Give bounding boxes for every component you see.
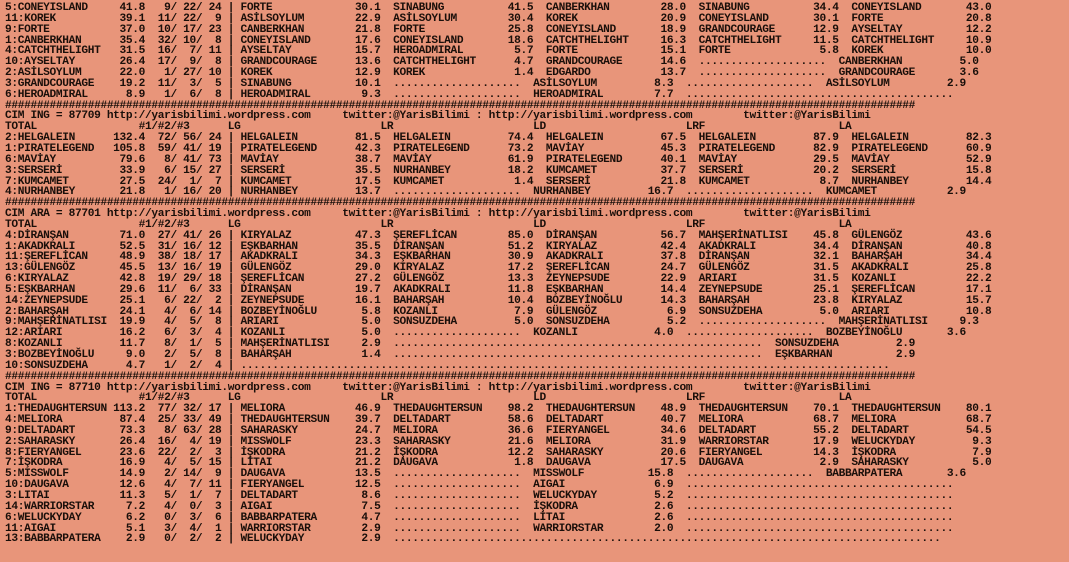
data-row: 12:ARIARI 16.2 6/ 3/ 4 | KOZANLI 5.0 .................... KOZANLI 4.0 .................... BOZBEYİNOĞLU 3.6: [5, 327, 966, 340]
data-row: 4:DİRANŞAN 71.0 27/ 41/ 26 | KIRYALAZ 47.3 ŞEREFLİCAN 85.0 DİRANŞAN 56.7 MAHŞERİNATLISI 45.8 GÜLENGÖZ 43.6: [5, 229, 992, 242]
separator-line: ###############################################################################################################################################: [5, 370, 915, 383]
data-row: 10:AYSELTAY 26.4 17/ 9/ 8 | GRANDCOURAGE 13.6 CATCHTHELIGHT 4.7 GRANDCOURAGE 14.6 .................... CANBERKHAN 5.0: [5, 56, 979, 69]
data-row: 7:KUMCAMET 27.5 24/ 1/ 7 | KUMCAMET 17.5 KUMCAMET 1.4 SERSERİ 21.8 KUMCAMET 8.7 NURHANBEY 14.4: [5, 175, 992, 188]
separator-line: ###############################################################################################################################################: [5, 197, 915, 210]
column-header-line: TOTAL #1/#2/#3 LG LR LD LRF LA: [5, 218, 852, 231]
data-row: 7:İŞKODRA 16.9 4/ 5/ 15 | LİTAI 21.2 DAUGAVA 1.8 DAUGAVA 17.5 DAUGAVA 2.9 SAHARASKY 5.0: [5, 457, 992, 470]
column-header-line: TOTAL #1/#2/#3 LG LR LD LRF LA: [5, 392, 852, 405]
data-row: 3:LITAI 11.3 5/ 1/ 7 | DELTADART 8.6 .................... WELUCKYDAY 5.2 ..........................................: [5, 489, 954, 502]
data-row: 10:SONSUZDEHA 4.7 1/ 2/ 4 | ......................................................................................................: [5, 359, 890, 372]
data-row: 6:MAVİAY 79.6 8/ 41/ 73 | MAVİAY 38.7 MAVİAY 61.9 PIRATELEGEND 40.1 MAVİAY 29.5 MAVİAY 52.9: [5, 153, 992, 166]
data-row: 11:AIGAI 5.1 3/ 4/ 1 | WARRIORSTAR 2.9 .................... WARRIORSTAR 2.0 ..........................................: [5, 522, 954, 535]
race-header-line: CIM ING = 87710 http://yarisbilimi.wordpress.com twitter:@YarisBilimi : http://yarisbilimi.wordpress.com twitter:@YarisBilimi: [5, 381, 871, 394]
data-row: 6:WELUCKYDAY 6.2 0/ 3/ 6 | BABBARPATERA 4.7 .................... LİTAI 2.6 ..........................................: [5, 511, 954, 524]
data-row: 4:CATCHTHELIGHT 31.5 16/ 7/ 11 | AYSELTAY 15.7 HEROADMIRAL 5.7 FORTE 15.1 FORTE 5.8 KOREK 10.0: [5, 45, 992, 58]
data-row: 4:MELIORA 87.4 25/ 33/ 49 | THEDAUGHTERSUN 39.7 DELTADART 58.6 DELTADART 40.7 MELIORA 68.7 MELIORA 68.7: [5, 414, 992, 427]
data-row: 2:SAHARASKY 26.4 16/ 4/ 19 | MISSWOLF 23.3 SAHARASKY 21.6 MELIORA 31.9 WARRIORSTAR 17.9 WELUCKYDAY 9.3: [5, 435, 992, 448]
data-row: 4:NURHANBEY 21.8 1/ 16/ 20 | NURHANBEY 13.7 .................... NURHANBEY 16.7 .................... KUMCAMET 2.9: [5, 186, 966, 199]
data-row: 3:SERSERİ 33.9 6/ 15/ 27 | SERSERİ 35.5 NURHANBEY 18.2 KUMCAMET 37.7 SERSERİ 20.2 SERSERİ 15.8: [5, 164, 992, 177]
data-row: 3:BOZBEYİNOĞLU 9.0 2/ 5/ 8 | BAHARŞAH 1.4 .......................................................... EŞKBARHAN 2.9: [5, 349, 915, 361]
data-row: 11:ŞEREFLİCAN 48.9 38/ 18/ 17 | AKADKRALI 34.3 EŞKBARHAN 30.9 AKADKRALI 37.8 DİRANŞAN 32.1 BAHARŞAH 34.4: [5, 251, 992, 264]
data-row: 13:GÜLENGÖZ 45.5 13/ 16/ 19 | GÜLENGÖZ 29.0 KIRYALAZ 17.2 ŞEREFLİCAN 24.7 GÜLENGÖZ 31.5 AKADKRALI 25.8: [5, 262, 992, 275]
data-row: 6:HEROADMIRAL 8.9 1/ 6/ 8 | HEROADMIRAL 9.3 .................... HEROADMIRAL 7.7 ..........................................: [5, 88, 954, 101]
data-row: 9:FORTE 37.0 10/ 17/ 23 | CANBERKHAN 21.8 FORTE 25.8 CONEYISLAND 18.9 GRANDCOURAGE 12.9 AYSELTAY 12.2: [5, 23, 992, 36]
data-row: 9:MAHŞERİNATLISI 19.9 4/ 5/ 8 | ARIARI 5.0 SONSUZDEHA 5.0 SONSUZDEHA 5.2 .................... MAHŞERİNATLISI 9.3: [5, 316, 979, 329]
data-row: 14:ZEYNEPSUDE 25.1 6/ 22/ 2 | ZEYNEPSUDE 16.1 BAHARŞAH 10.4 BOZBEYİNOĞLU 14.3 BAHARŞAH 23.8 KIRYALAZ 15.7: [5, 294, 992, 307]
data-row: 5:CONEYISLAND 41.8 9/ 22/ 24 | FORTE 30.1 SINABUNG 41.5 CANBERKHAN 28.0 SINABUNG 34.4 CONEYISLAND 43.0: [5, 2, 992, 14]
separator-line: ###############################################################################################################################################: [5, 99, 915, 112]
data-row: 1:PIRATELEGEND 105.8 59/ 41/ 19 | PIRATELEGEND 42.3 PIRATELEGEND 73.2 MAVİAY 45.3 PIRATELEGEND 82.9 PIRATELEGEND 60.9: [5, 142, 992, 155]
data-row: 1:THEDAUGHTERSUN 113.2 77/ 32/ 17 | MELIORA 46.9 THEDAUGHTERSUN 98.2 THEDAUGHTERSUN 48.9 THEDAUGHTERSUN 70.1 THEDAUGHTERSUN 80.1: [5, 403, 992, 416]
data-row: 11:KOREK 39.1 11/ 22/ 9 | ASİLSOYLUM 22.9 ASİLSOYLUM 30.4 KOREK 20.9 CONEYISLAND 30.1 FORTE 20.8: [5, 12, 992, 25]
data-row: 5:MISSWOLF 14.9 2/ 14/ 9 | DAUGAVA 13.5 .................... MISSWOLF 15.8 .................... BABBARPATERA 3.6: [5, 468, 966, 481]
data-row: 1:CANBERKHAN 35.4 32/ 10/ 8 | CONEYISLAND 17.6 CONEYISLAND 18.6 CATCHTHELIGHT 16.3 CATCHTHELIGHT 11.5 CATCHTHELIGHT 10.9: [5, 34, 992, 47]
data-row: 8:FIERYANGEL 23.6 22/ 2/ 3 | İŞKODRA 21.2 İŞKODRA 12.2 SAHARASKY 20.6 FIERYANGEL 14.3 İŞKODRA 7.9: [5, 446, 992, 459]
data-row: 13:BABBARPATERA 2.9 0/ 2/ 2 | WELUCKYDAY 2.9 ......................................................................................: [5, 533, 941, 546]
column-header-line: TOTAL #1/#2/#3 LG LR LD LRF LA: [5, 121, 852, 134]
data-row: 2:HELGALEIN 132.4 72/ 56/ 24 | HELGALEIN 81.5 HELGALEIN 74.4 HELGALEIN 67.5 HELGALEIN 87.9 HELGALEIN 82.3: [5, 132, 992, 145]
data-row: 3:GRANDCOURAGE 19.2 11/ 3/ 5 | SINABUNG 10.1 .................... ASİLSOYLUM 8.3 .................... ASİLSOYLUM 2.9: [5, 77, 966, 90]
data-row: 1:AKADKRALI 52.5 31/ 16/ 12 | EŞKBARHAN 35.5 DİRANŞAN 51.2 KIRYALAZ 42.4 AKADKRALI 34.4 DİRANŞAN 40.8: [5, 240, 992, 253]
race-header-line: CIM ARA = 87701 http://yarisbilimi.wordpress.com twitter:@YarisBilimi : http://yarisbilimi.wordpress.com twitter:@YarisBilimi: [5, 208, 871, 221]
data-row: 10:DAUGAVA 12.6 4/ 7/ 11 | FIERYANGEL 12.5 .................... AIGAI 6.9 ..........................................: [5, 479, 954, 492]
data-row: 6:KIRYALAZ 42.8 19/ 29/ 18 | ŞEREFLİCAN 27.2 GÜLENGÖZ 13.3 ZEYNEPSUDE 22.9 ARIARI 31.5 KOZANLI 22.2: [5, 273, 992, 286]
race-header-line: CIM ING = 87709 http://yarisbilimi.wordpress.com twitter:@YarisBilimi : http://yarisbilimi.wordpress.com twitter:@YarisBilimi: [5, 110, 871, 123]
data-row: 9:DELTADART 73.3 8/ 63/ 28 | SAHARASKY 24.7 MELIORA 36.6 FIERYANGEL 34.6 DELTADART 55.2 DELTADART 54.5: [5, 424, 992, 437]
data-row: 5:EŞKBARHAN 29.6 11/ 6/ 33 | DİRANŞAN 19.7 AKADKRALI 11.8 EŞKBARHAN 14.4 ZEYNEPSUDE 25.1 ŞEREFLİCAN 17.1: [5, 283, 992, 296]
data-row: 14:WARRIORSTAR 7.2 4/ 0/ 3 | AIGAI 7.5 .................... İŞKODRA 2.6 ..........................................: [5, 500, 954, 513]
data-row: 2:ASİLSOYLUM 22.0 1/ 27/ 10 | KOREK 12.9 KOREK 1.4 EDGARDO 13.7 .................... GRANDCOURAGE 3.6: [5, 67, 979, 80]
data-row: 8:KOZANLI 11.7 8/ 1/ 5 | MAHŞERİNATLISI 2.9 .......................................................... SONSUZDEHA 2.9: [5, 338, 915, 351]
data-row: 2:BAHARŞAH 24.1 4/ 6/ 14 | BOZBEYİNOĞLU 5.8 KOZANLI 7.9 GÜLENGÖZ 6.9 SONSUZDEHA 5.0 ARIARI 10.8: [5, 305, 992, 318]
